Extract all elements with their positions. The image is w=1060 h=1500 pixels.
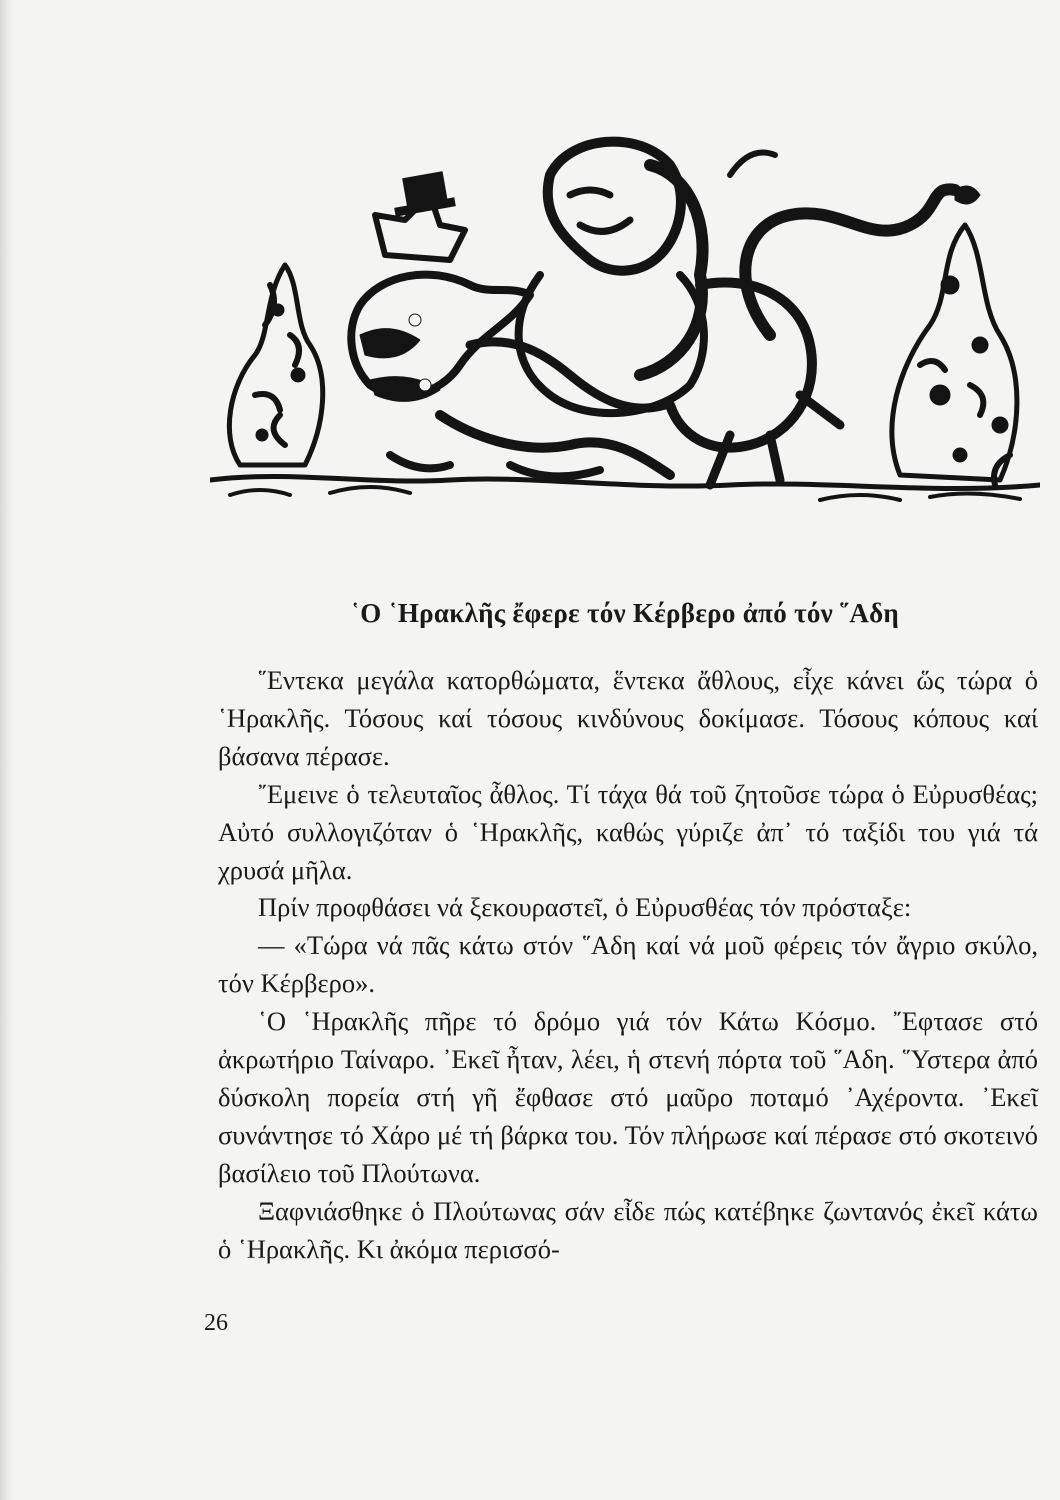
cerberus-heads — [351, 172, 530, 402]
right-shrub — [892, 225, 1017, 485]
heracles-cerberus-illustration — [210, 135, 1040, 510]
page-edge — [0, 0, 14, 1500]
paragraph: Πρίν προφθάσει νά ξεκουραστεῖ, ὁ Εὐρυσθέας τόν πρόσταξε: — [258, 892, 912, 923]
page-number: 26 — [204, 1310, 228, 1336]
paragraph: ῎Εμεινε ὁ τελευταῖος ἆθλος. Τί τάχα θά τοῦ ζητοῦσε τώρα ὁ Εὐρυσθέας; Αὐτό συλλογιζόταν ὁ ῾Ηρακλῆς, καθώς γύριζε ἀπ᾽ τό ταξίδι του γιά τά χρυσά μῆλα. — [218, 778, 1038, 885]
paragraph: — «Τώρα νά πᾶς κάτω στόν ῞Αδη καί νά μοῦ φέρεις τόν ἄγριο σκύλο, τόν Κέρβερο». — [218, 930, 1038, 999]
ground-line — [210, 476, 1040, 488]
snake-tail — [730, 153, 980, 336]
paragraph: Ξαφνιάσθηκε ὁ Πλούτωνας σάν εἶδε πώς κατέβηκε ζωντανός ἐκεῖ κάτω ὁ ῾Ηρακλῆς. Κι ἀκόμα περισσό- — [218, 1195, 1038, 1264]
paragraph: ῾Ο ῾Ηρακλῆς πῆρε τό δρόμο γιά τόν Κάτω Κόσμο. ῎Εφτασε στό ἀκρωτήριο Ταίναρο. ᾿Εκεῖ ἦταν, λέει, ἡ στενή πόρτα τοῦ ῞Αδη. ῞Υστερα ἀπό δύσκολη πορεία στή γῆ ἔφθασε στό μαῦρο ποταμό ᾿Αχέροντα. ᾿Εκεῖ συνάντησε τό Χάρο μέ τή βάρκα του. Τόν πλήρωσε καί πέρασε στό σκοτεινό βασίλειο τοῦ Πλούτωνα. — [218, 1006, 1038, 1188]
body-text — [218, 662, 1038, 1269]
paragraph: ῞Εντεκα μεγάλα κατορθώματα, ἕντεκα ἄθλους, εἶχε κάνει ὥς τώρα ὁ ῾Ηρακλῆς. Τόσους καί τόσους κινδύνους δοκίμασε. Τόσους κόπους καί βάσανα πέρασε. — [218, 665, 1038, 771]
chapter-title: ῾Ο ῾Ηρακλῆς ἔφερε τόν Κέρβερο ἀπό τόν ῞Αδη — [350, 598, 900, 628]
left-shrub — [229, 265, 322, 465]
